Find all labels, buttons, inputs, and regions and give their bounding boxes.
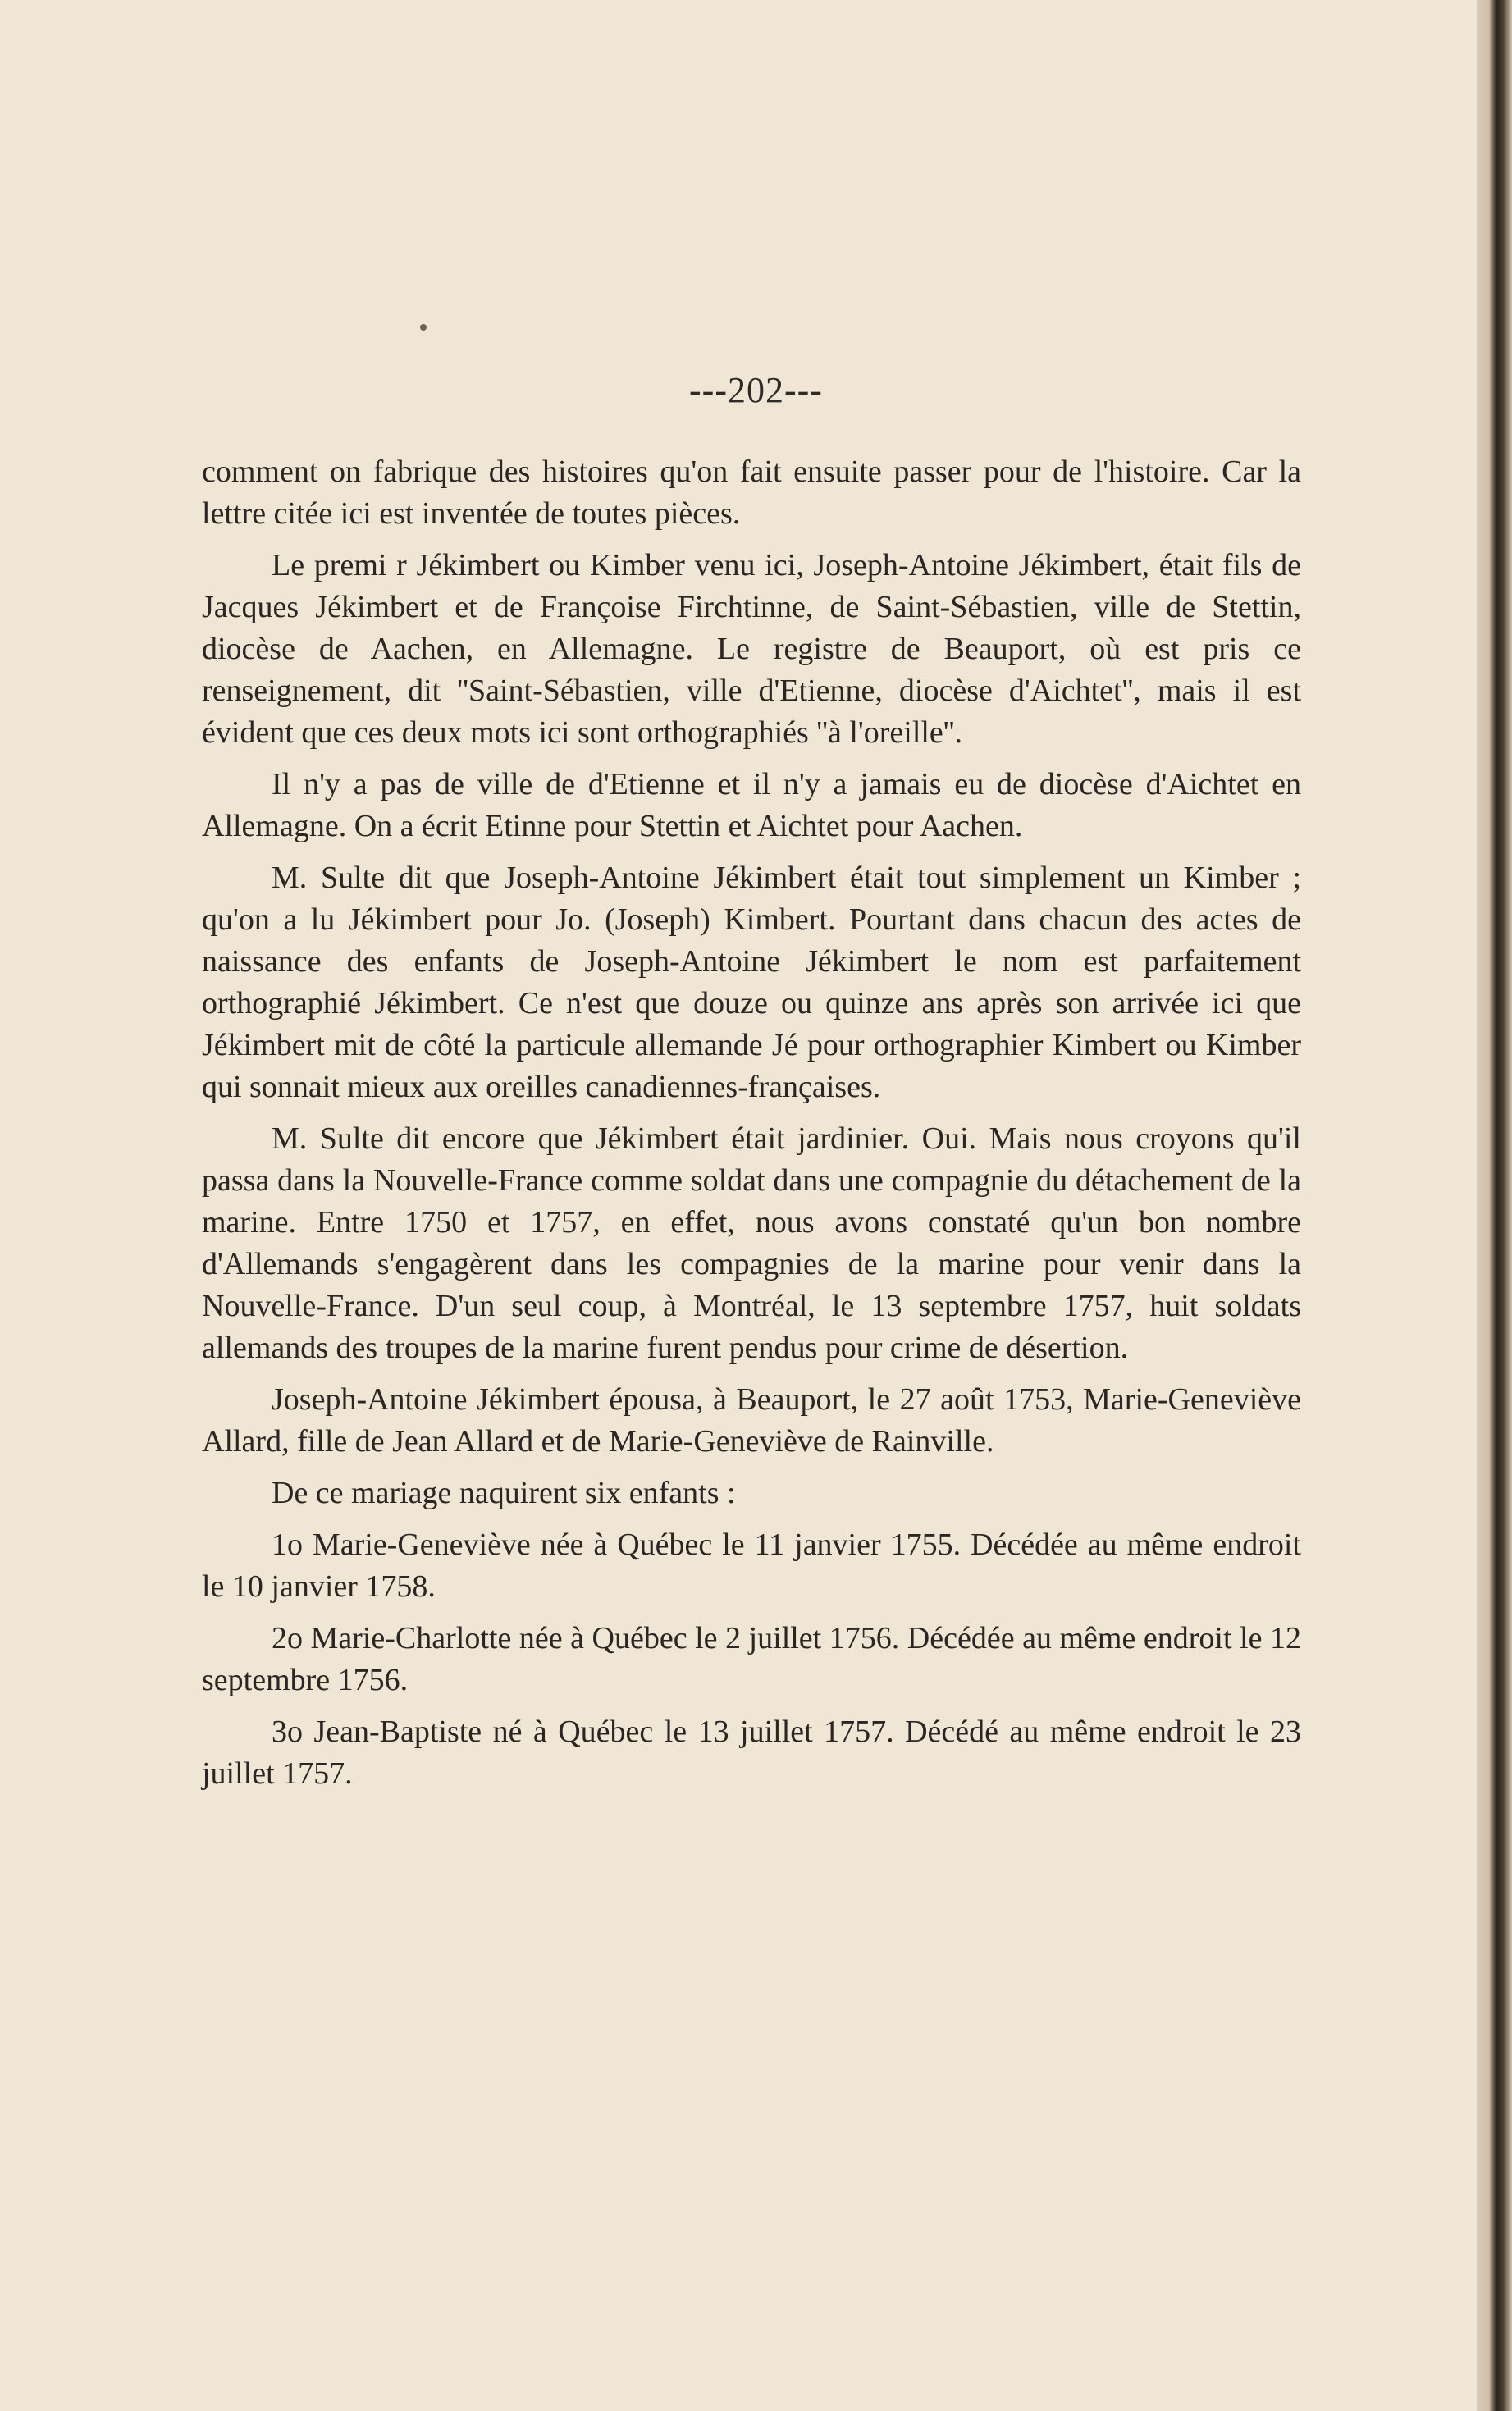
paragraph-sulte-jardinier: M. Sulte dit encore que Jékimbert était jardinier. Oui. Mais nous croyons qu'il passa dans la Nouvelle-France comme soldat dans une compagnie du détachement de la marine. Entre 1750 et 1757, en effet, nous avons constaté qu'un bon nombre d'Allemands s'engagèrent dans les compagnies de la marine pour venir dans la Nouvelle-France. D'un seul coup, à Montréal, le 13 septembre 1757, huit soldats allemands des troupes de la marine furent pendus pour crime de désertion.: [202, 1121, 1301, 1365]
paragraph-continuation: comment on fabrique des histoires qu'on fait ensuite passer pour de l'histoire. Car la lettre citée ici est inventée de toutes pièces.: [202, 454, 1301, 531]
book-gutter: [1477, 0, 1512, 2411]
paragraph-enfants: De ce mariage naquirent six enfants :: [272, 1476, 736, 1510]
paragraph-enfant-1: 1o Marie-Geneviève née à Québec le 11 janvier 1755. Décédée au même endroit le 10 janvier 1758.: [202, 1527, 1301, 1604]
paragraph-etienne-diocese: Il n'y a pas de ville de d'Etienne et il n'y a jamais eu de diocèse d'Aichtet en Allemagne. On a écrit Etinne pour Stettin et Aichtet pour Aachen.: [202, 767, 1301, 843]
paragraph-mariage: Joseph-Antoine Jékimbert épousa, à Beauport, le 27 août 1753, Marie-Geneviève Allard, fille de Jean Allard et de Marie-Geneviève de Rainville.: [202, 1382, 1301, 1459]
paragraph-jekimbert-origin: Le premi r Jékimbert ou Kimber venu ici, Joseph-Antoine Jékimbert, était fils de Jacques Jékimbert et de Françoise Firchtinne, de Saint-Sébastien, ville de Stettin, diocèse de Aachen, en Allemagne. Le registre de Beauport, où est pris ce renseignement, dit ''Saint-Sébastien, ville d'Etienne, diocèse d'Aichtet'', mais il est évident que ces deux mots ici sont orthographiés ''à l'oreille''.: [202, 548, 1301, 750]
ink-speck: [420, 324, 427, 331]
paragraph-sulte-kimber: M. Sulte dit que Joseph-Antoine Jékimbert était tout simplement un Kimber ; qu'on a lu Jékimbert pour Jo. (Joseph) Kimbert. Pourtant dans chacun des actes de naissance des enfants de Joseph-Antoine Jékimbert le nom est parfaitement orthographié Jékimbert. Ce n'est que douze ou quinze ans après son arrivée ici que Jékimbert mit de côté la particule allemande Jé pour orthographier Kimbert ou Kimber qui sonnait mieux aux oreilles canadiennes-françaises.: [202, 861, 1301, 1104]
body-text: [202, 451, 1301, 1805]
paragraph-enfant-2: 2o Marie-Charlotte née à Québec le 2 juillet 1756. Décédée au même endroit le 12 septembre 1756.: [202, 1621, 1301, 1697]
page-number: ---202---: [689, 370, 823, 410]
paragraph-enfant-3: 3o Jean-Baptiste né à Québec le 13 juillet 1757. Décédé au même endroit le 23 juillet 1757.: [202, 1715, 1301, 1791]
